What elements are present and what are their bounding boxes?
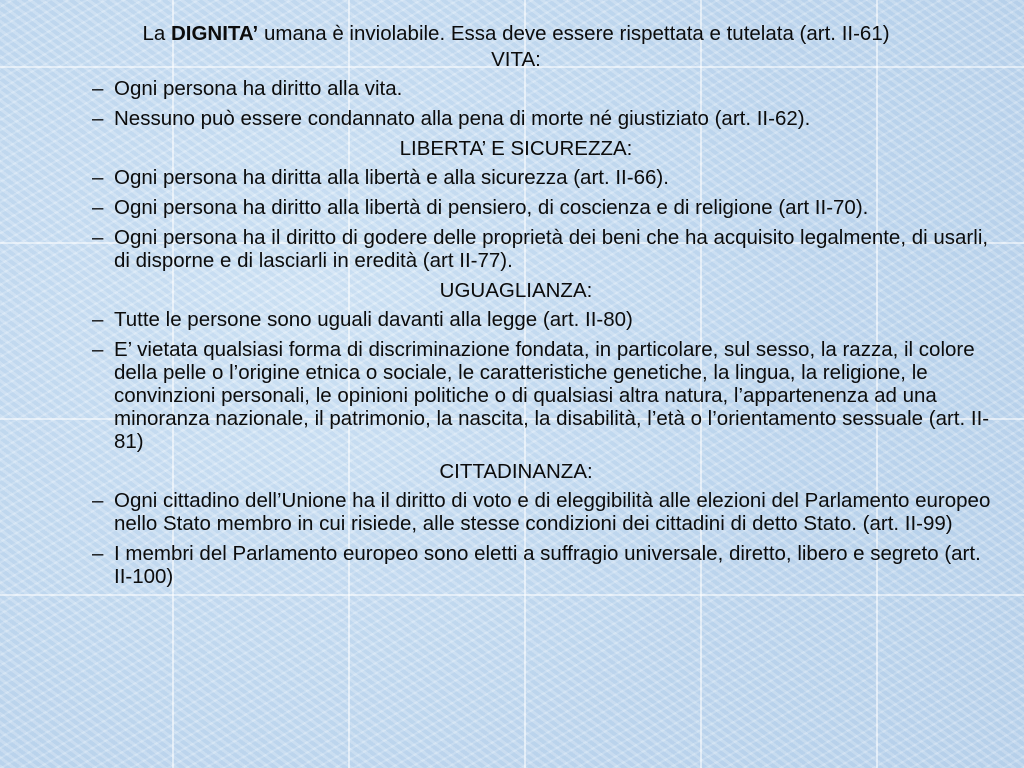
- list-item-text: Ogni persona ha diritto alla vita.: [114, 77, 403, 100]
- list-item: [92, 196, 996, 219]
- list-item-text: Ogni persona ha il diritto di godere delle proprietà dei beni che ha acquisito legalmente, di usarli, di disporne e di lasciarli in eredità (art II-77).: [114, 226, 989, 272]
- section-uguaglianza: [36, 279, 996, 453]
- section-vita: [36, 48, 996, 130]
- item-list-uguaglianza: [36, 308, 996, 453]
- section-heading-cittadinanza: CITTADINANZA:: [439, 460, 593, 483]
- list-item-text: Ogni cittadino dell’Unione ha il diritto di voto e di eleggibilità alle elezioni del Parlamento europeo nello Stato membro in cui risiede, alle stesse condizioni dei cittadini di detto Stato. (art. II-99): [114, 489, 991, 535]
- dash-bullet: –: [92, 226, 104, 249]
- list-item-text: E’ vietata qualsiasi forma di discriminazione fondata, in particolare, sul sesso, la razza, il colore della pelle o l’origine etnica o sociale, le caratteristiche genetiche, la lingua, la religione, le convinzioni personali, le opinioni politiche o di qualsiasi altra natura, l’appartenenza ad una minoranza nazionale, il patrimonio, la nascita, la disabilità, l’età o l’orientamento sessuale (art. II-81): [114, 338, 990, 453]
- intro-text: umana è inviolabile. Essa deve essere rispettata e tutelata (art. II-61): [258, 22, 890, 45]
- dash-bullet: –: [92, 77, 104, 100]
- list-item: [92, 308, 996, 331]
- section-heading-uguaglianza: UGUAGLIANZA:: [439, 279, 593, 302]
- list-item: [92, 489, 996, 535]
- list-item-text: Nessuno può essere condannato alla pena di morte né giustiziato (art. II-62).: [114, 107, 811, 130]
- dash-bullet: –: [92, 338, 104, 361]
- section-cittadinanza: [36, 460, 996, 588]
- list-item-text: Tutte le persone sono uguali davanti alla legge (art. II-80): [114, 308, 633, 331]
- dash-bullet: –: [92, 489, 104, 512]
- intro-prefix: La: [142, 22, 171, 45]
- list-item: [92, 338, 996, 453]
- section-liberta-sicurezza: [36, 137, 996, 272]
- item-list-liberta-sicurezza: [36, 166, 996, 272]
- intro-paragraph: [36, 22, 996, 45]
- dash-bullet: –: [92, 542, 104, 565]
- list-item-text: Ogni persona ha diritta alla libertà e alla sicurezza (art. II-66).: [114, 166, 669, 189]
- item-list-cittadinanza: [36, 489, 996, 588]
- section-heading-vita: VITA:: [491, 48, 541, 71]
- list-item: [92, 542, 996, 588]
- slide-content: [36, 22, 996, 595]
- dash-bullet: –: [92, 166, 104, 189]
- list-item: [92, 77, 996, 100]
- dash-bullet: –: [92, 196, 104, 219]
- dash-bullet: –: [92, 308, 104, 331]
- list-item: [92, 107, 996, 130]
- list-item: [92, 226, 996, 272]
- dash-bullet: –: [92, 107, 104, 130]
- section-heading-liberta-sicurezza: LIBERTA’ E SICUREZZA:: [399, 137, 633, 160]
- item-list-vita: [36, 77, 996, 130]
- list-item: [92, 166, 996, 189]
- list-item-text: Ogni persona ha diritto alla libertà di pensiero, di coscienza e di religione (art II-70).: [114, 196, 869, 219]
- list-item-text: I membri del Parlamento europeo sono eletti a suffragio universale, diretto, libero e segreto (art. II-100): [114, 542, 981, 588]
- intro-keyword: DIGNITA’: [170, 22, 259, 45]
